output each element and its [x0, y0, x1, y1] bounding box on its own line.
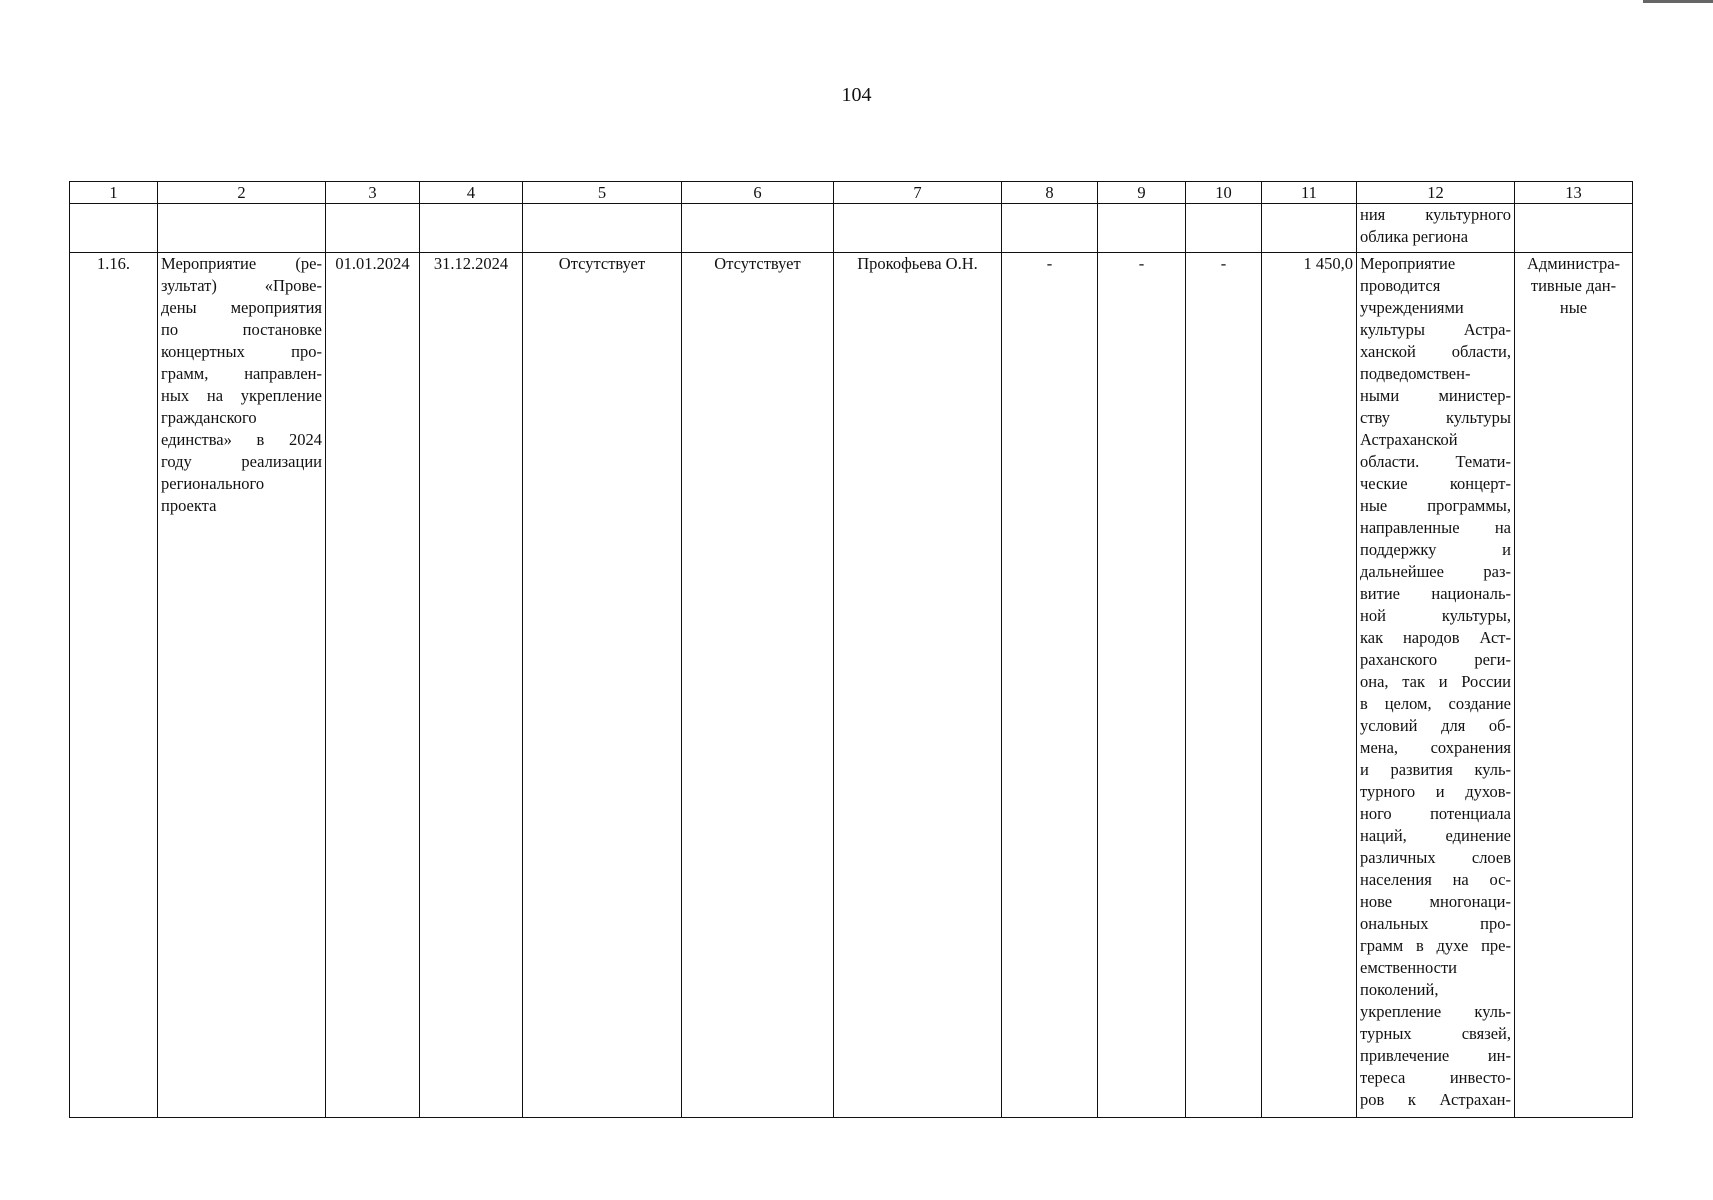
text-line: ханской области,	[1360, 342, 1511, 361]
text-line: году реализации	[161, 452, 322, 471]
text-line: мена, сохранения	[1360, 738, 1511, 757]
text-line: ональных про-	[1360, 914, 1511, 933]
text-line: дены мероприятия	[161, 298, 322, 317]
table-cell	[70, 204, 158, 253]
row-number-cell: 1.16.	[70, 253, 158, 1118]
text-line: направленные на	[1360, 518, 1511, 537]
column-header: 5	[523, 182, 682, 204]
description-cell	[1357, 253, 1515, 1118]
text-line: укрепление куль-	[1360, 1002, 1511, 1021]
text-line: ству культуры	[1360, 408, 1511, 427]
text-line: и развития куль-	[1360, 760, 1511, 779]
text-line: регионального	[161, 474, 265, 493]
document-table	[69, 181, 1633, 1118]
text-line: культуры Астра-	[1360, 320, 1511, 339]
text-line: привлечение ин-	[1360, 1046, 1511, 1065]
text-line: ческие концерт-	[1360, 474, 1511, 493]
table-cell	[682, 204, 834, 253]
text-line: ного потенциала	[1360, 804, 1511, 823]
continuation-row	[70, 204, 1633, 253]
text-line: учреждениями	[1360, 298, 1464, 317]
table-cell	[523, 204, 682, 253]
text-line: витие националь-	[1360, 584, 1511, 603]
text-line: условий для об-	[1360, 716, 1511, 735]
text-line: Администра-	[1526, 254, 1621, 273]
scan-corner-mark	[1643, 0, 1713, 3]
column-header: 9	[1098, 182, 1186, 204]
page-number: 104	[841, 84, 872, 106]
text-line: гражданского	[161, 408, 257, 427]
text-line: тереса инвесто-	[1360, 1068, 1511, 1087]
text-line: проекта	[161, 496, 217, 515]
column-header: 7	[834, 182, 1002, 204]
column-header: 12	[1357, 182, 1515, 204]
table-row	[70, 253, 1633, 1118]
text-line: турных связей,	[1360, 1024, 1511, 1043]
column-header: 8	[1002, 182, 1098, 204]
text-line: по постановке	[161, 320, 322, 339]
text-line: наций, единение	[1360, 826, 1511, 845]
text-line: Мероприятие	[1360, 254, 1456, 273]
text-line: ной культуры,	[1360, 606, 1511, 625]
column-header: 4	[420, 182, 523, 204]
text-line: различных слоев	[1360, 848, 1511, 867]
data-source-cell	[1515, 253, 1633, 1118]
continued-description-cell	[1357, 204, 1515, 253]
table-cell	[420, 204, 523, 253]
column-number-row	[70, 182, 1633, 204]
text-line: грамм в духе пре-	[1360, 936, 1511, 955]
column-10-cell: -	[1186, 253, 1262, 1118]
text-line: Астраханской	[1360, 430, 1458, 449]
text-line: Мероприятие (ре-	[161, 254, 322, 273]
text-line: нове многонаци-	[1360, 892, 1511, 911]
responsible-person-cell: Прокофьева О.Н.	[834, 253, 1002, 1118]
column-9-cell: -	[1098, 253, 1186, 1118]
text-line: грамм, направлен-	[161, 364, 322, 383]
text-line: она, так и России	[1360, 672, 1511, 691]
table-cell	[834, 204, 1002, 253]
column-header: 11	[1262, 182, 1357, 204]
text-line: поддержку и	[1360, 540, 1511, 559]
text-line: тивные дан-	[1530, 276, 1617, 295]
text-line: дальнейшее раз-	[1360, 562, 1511, 581]
text-line: области. Темати-	[1360, 452, 1511, 471]
text-line: емственности	[1360, 958, 1458, 977]
text-line: ров к Астрахан-	[1360, 1090, 1511, 1109]
table-cell	[1002, 204, 1098, 253]
table-cell	[326, 204, 420, 253]
column-header: 3	[326, 182, 420, 204]
text-line: ные	[1559, 298, 1588, 317]
text-line: проводится	[1360, 276, 1441, 295]
column-5-cell: Отсутствует	[523, 253, 682, 1118]
column-header: 13	[1515, 182, 1633, 204]
text-line: облика региона	[1360, 227, 1469, 246]
column-header: 10	[1186, 182, 1262, 204]
column-8-cell: -	[1002, 253, 1098, 1118]
text-line: ными министер-	[1360, 386, 1511, 405]
text-line: турного и духов-	[1360, 782, 1511, 801]
start-date-cell: 01.01.2024	[326, 253, 420, 1118]
text-line: в целом, создание	[1360, 694, 1511, 713]
text-line: подведомствен-	[1360, 364, 1471, 383]
column-6-cell: Отсутствует	[682, 253, 834, 1118]
text-line: зультат) «Прове-	[161, 276, 322, 295]
text-line: концертных про-	[161, 342, 322, 361]
table-cell	[158, 204, 326, 253]
text-line: ния культурного	[1360, 205, 1511, 224]
table-cell	[1186, 204, 1262, 253]
amount-cell: 1 450,0	[1262, 253, 1357, 1118]
column-header: 2	[158, 182, 326, 204]
text-line: как народов Аст-	[1360, 628, 1511, 647]
column-header: 6	[682, 182, 834, 204]
text-line: населения на ос-	[1360, 870, 1511, 889]
table-cell	[1515, 204, 1633, 253]
text-line: единства» в 2024	[161, 430, 322, 449]
table-cell	[1262, 204, 1357, 253]
text-line: раханского реги-	[1360, 650, 1511, 669]
table-cell	[1098, 204, 1186, 253]
text-line: поколений,	[1360, 980, 1439, 999]
event-name-cell	[158, 253, 326, 1118]
text-line: ных на укрепление	[161, 386, 322, 405]
end-date-cell: 31.12.2024	[420, 253, 523, 1118]
column-header: 1	[70, 182, 158, 204]
text-line: ные программы,	[1360, 496, 1511, 515]
